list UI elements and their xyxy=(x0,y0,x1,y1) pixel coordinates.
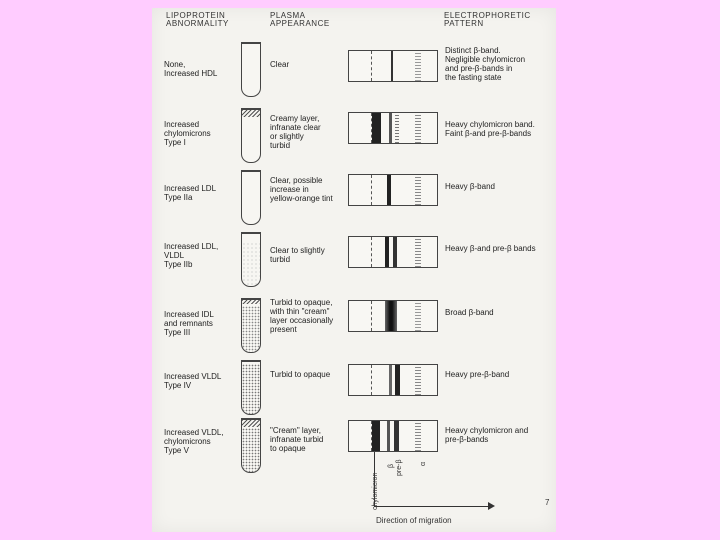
abnormality-type-i: Increased chylomicrons Type I xyxy=(164,120,211,147)
appearance-type-i: Creamy layer, infranate clear or slightly turbid xyxy=(270,114,321,150)
arrow-right-icon xyxy=(488,502,495,510)
plasma-tube xyxy=(241,360,261,415)
pre-beta-band xyxy=(395,365,400,395)
migration-origin-tick xyxy=(374,452,375,506)
alpha-band xyxy=(415,51,421,81)
electrophoresis-strip xyxy=(348,236,438,268)
plasma-fill xyxy=(242,306,260,352)
cream-layer xyxy=(242,420,260,427)
beta-band xyxy=(385,237,389,267)
alpha-band xyxy=(415,175,421,205)
pre-beta-band xyxy=(395,113,399,143)
electrophoresis-strip xyxy=(348,364,438,396)
plasma-tube xyxy=(241,232,261,287)
appearance-type-iib: Clear to slightly turbid xyxy=(270,246,325,264)
abnormality-none: None, Increased HDL xyxy=(164,60,218,78)
label-alpha: α xyxy=(420,461,427,466)
beta-band xyxy=(389,113,392,143)
appearance-type-iii: Turbid to opaque, with thin "cream" layer occasionally present xyxy=(270,298,334,334)
electrophoresis-strip xyxy=(348,50,438,82)
alpha-band xyxy=(415,237,421,267)
pre-beta-band xyxy=(393,237,397,267)
page-number: 7 xyxy=(545,498,550,507)
beta-band xyxy=(387,175,391,205)
origin-line xyxy=(371,237,372,267)
abnormality-type-iii: Increased IDL and remnants Type III xyxy=(164,310,214,337)
appearance-none: Clear xyxy=(270,60,290,69)
plasma-tube xyxy=(241,298,261,353)
pattern-type-iia: Heavy β-band xyxy=(445,182,495,191)
appearance-type-v: "Cream" layer, infranate turbid to opaque xyxy=(270,426,324,453)
origin-line xyxy=(371,51,372,81)
abnormality-type-v: Increased VLDL, chylomicrons Type V xyxy=(164,428,224,455)
plasma-tube xyxy=(241,418,261,473)
origin-line xyxy=(371,175,372,205)
plasma-fill xyxy=(242,242,260,286)
electrophoresis-strip xyxy=(348,420,438,452)
plasma-tube xyxy=(241,42,261,97)
label-chylomicron: chylomicron xyxy=(372,472,379,510)
pattern-type-iv: Heavy pre-β-band xyxy=(445,370,510,379)
migration-arrow-line xyxy=(374,506,490,507)
alpha-band xyxy=(415,421,421,451)
appearance-type-iia: Clear, possible increase in yellow-orange tint xyxy=(270,176,333,203)
electrophoresis-strip xyxy=(348,112,438,144)
abnormality-type-iib: Increased LDL, VLDL Type IIb xyxy=(164,242,219,269)
beta-band xyxy=(387,421,390,451)
beta-band xyxy=(389,365,392,395)
pattern-none: Distinct β-band. Negligible chylomicron and pre-β-bands in the fasting state xyxy=(445,46,526,82)
pattern-type-iib: Heavy β-and pre-β bands xyxy=(445,244,536,253)
header-abnormality: LIPOPROTEIN ABNORMALITY xyxy=(166,11,229,28)
label-pre-beta: pre-β xyxy=(396,459,403,476)
electrophoresis-strip xyxy=(348,300,438,332)
electrophoresis-strip xyxy=(348,174,438,206)
alpha-band xyxy=(415,113,421,143)
abnormality-type-iv: Increased VLDL Type IV xyxy=(164,372,222,390)
alpha-band xyxy=(415,365,421,395)
pattern-type-iii: Broad β-band xyxy=(445,308,494,317)
scanned-page xyxy=(152,8,556,532)
chylomicron-band xyxy=(372,113,381,143)
plasma-fill xyxy=(242,364,260,414)
migration-label: Direction of migration xyxy=(376,516,452,525)
abnormality-type-iia: Increased LDL Type IIa xyxy=(164,184,217,202)
origin-line xyxy=(371,301,372,331)
pre-beta-band xyxy=(394,421,399,451)
chylomicron-band xyxy=(372,421,380,451)
beta-band xyxy=(391,51,393,81)
appearance-type-iv: Turbid to opaque xyxy=(270,370,331,379)
cream-layer xyxy=(242,110,260,117)
header-pattern: ELECTROPHORETIC PATTERN xyxy=(444,11,531,28)
origin-line xyxy=(371,365,372,395)
alpha-band xyxy=(415,301,421,331)
pattern-type-i: Heavy chylomicron band. Faint β-and pre-β-bands xyxy=(445,120,535,138)
plasma-tube xyxy=(241,170,261,225)
plasma-fill xyxy=(242,428,260,472)
label-beta: β xyxy=(388,463,395,468)
broad-beta-band xyxy=(385,301,397,331)
header-appearance: PLASMA APPEARANCE xyxy=(270,11,330,28)
plasma-tube xyxy=(241,108,261,163)
pattern-type-v: Heavy chylomicron and pre-β-bands xyxy=(445,426,529,444)
cream-layer xyxy=(242,300,260,304)
